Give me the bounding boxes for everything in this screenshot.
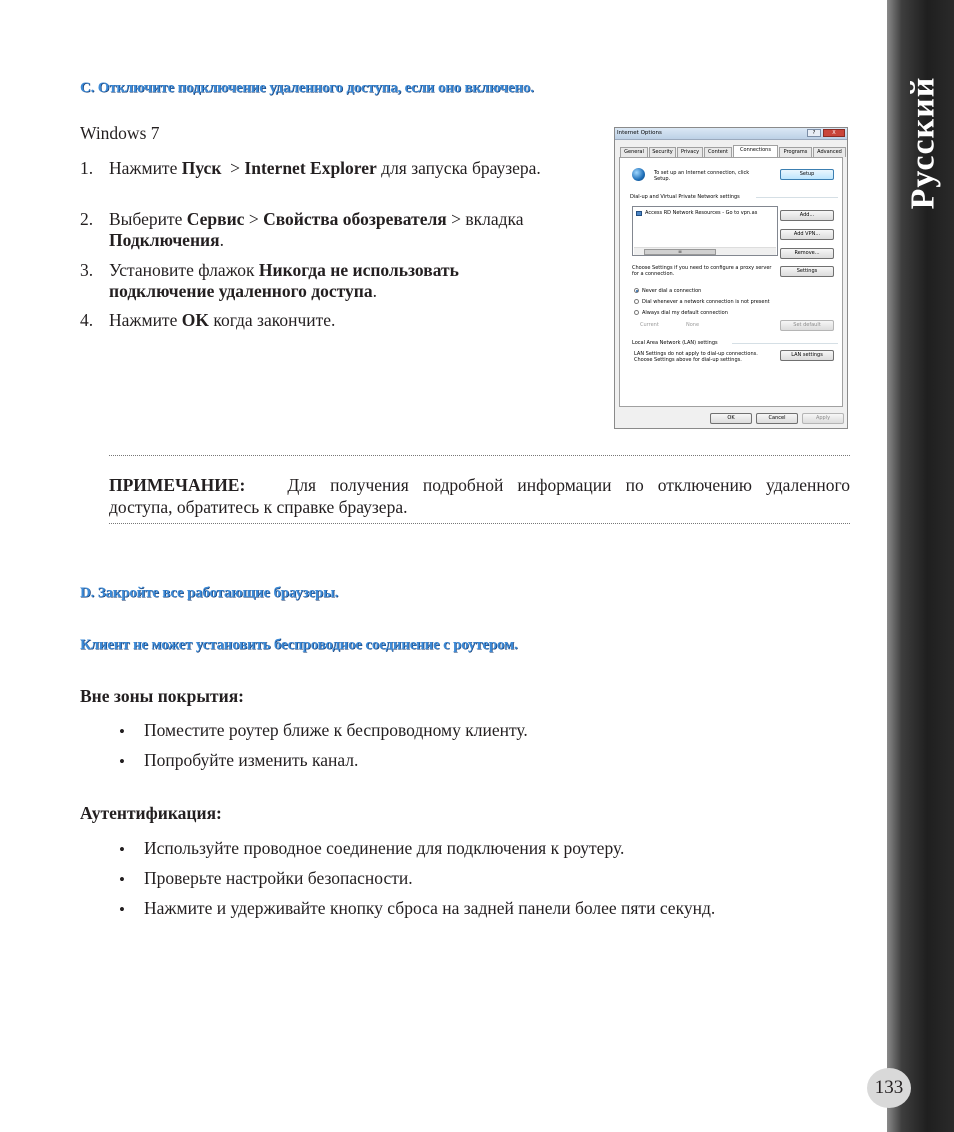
step-text: > xyxy=(221,158,245,178)
step-text: Установите флажок xyxy=(109,260,259,280)
note xyxy=(109,474,850,518)
out-of-range-title: Вне зоны покрытия: xyxy=(80,686,244,706)
bullet-item: Попробуйте изменить канал. xyxy=(144,750,359,770)
step-number: 2. xyxy=(80,209,94,229)
dialog-title: Internet Options xyxy=(617,130,662,136)
horizontal-scrollbar[interactable] xyxy=(634,247,776,255)
proxy-text: Choose Settings if you need to configure a proxy server for a connection. xyxy=(632,265,772,277)
network-icon xyxy=(636,211,642,216)
bullet-mark: • xyxy=(119,722,125,741)
list-item[interactable]: Access RD Network Resources - Go to vpn.as xyxy=(645,210,758,216)
cancel-button[interactable]: Cancel xyxy=(756,413,798,424)
setup-button[interactable]: Setup xyxy=(780,169,834,180)
add-vpn-button[interactable]: Add VPN... xyxy=(780,229,834,240)
lan-group-label: Local Area Network (LAN) settings xyxy=(632,340,718,346)
note-label: ПРИМЕЧАНИЕ: xyxy=(109,475,246,495)
step-text: > xyxy=(244,209,264,229)
globe-icon xyxy=(632,168,645,181)
step-bold: Пуск xyxy=(181,158,222,178)
step-4 xyxy=(109,310,549,331)
current-value: None xyxy=(686,322,700,328)
step-text: Нажмите xyxy=(109,310,182,330)
language-side-tab xyxy=(887,0,954,1132)
note-divider-top xyxy=(109,455,850,456)
dialup-group-label: Dial-up and Virtual Private Network settings xyxy=(630,194,740,200)
step-text: Выберите xyxy=(109,209,187,229)
step-text: когда закончите. xyxy=(208,310,336,330)
lan-text: LAN Settings do not apply to dial-up connections. Choose Settings above for dial-up settings. xyxy=(634,351,758,363)
step-number: 1. xyxy=(80,158,94,178)
section-c-heading: C. Отключите подключение удаленного доступа, если оно включено. xyxy=(80,80,534,96)
connections-list[interactable] xyxy=(632,206,778,256)
os-label: Windows 7 xyxy=(80,123,160,143)
step-3 xyxy=(109,260,549,302)
settings-button[interactable]: Settings xyxy=(780,266,834,277)
radio-whenever-label: Dial whenever a network connection is not present xyxy=(642,299,770,305)
group-divider xyxy=(732,343,838,344)
step-text: для запуска браузера. xyxy=(376,158,541,178)
radio-never-dial[interactable] xyxy=(634,288,639,293)
radio-dial-whenever[interactable] xyxy=(634,299,639,304)
ok-button[interactable]: OK xyxy=(710,413,752,424)
tab-advanced[interactable]: Advanced xyxy=(813,147,846,157)
page-number: 133 xyxy=(867,1068,911,1108)
step-text: > вкладка xyxy=(446,209,524,229)
bullet-item: Нажмите и удерживайте кнопку сброса на задней панели более пяти секунд. xyxy=(144,898,716,918)
step-bold: Свойства обозревателя xyxy=(263,209,447,229)
step-bold: Internet Explorer xyxy=(244,158,377,178)
group-divider xyxy=(756,197,838,198)
help-button[interactable]: ? xyxy=(807,129,821,137)
remove-button[interactable]: Remove... xyxy=(780,248,834,259)
radio-always-label: Always dial my default connection xyxy=(642,310,728,316)
bullet-mark: • xyxy=(119,900,125,919)
step-2 xyxy=(109,209,549,251)
radio-always-dial[interactable] xyxy=(634,310,639,315)
language-label: Русский xyxy=(904,76,941,210)
dialog-titlebar xyxy=(615,128,847,140)
step-text: . xyxy=(219,230,224,250)
tab-content[interactable]: Content xyxy=(704,147,732,157)
apply-button[interactable]: Apply xyxy=(802,413,844,424)
step-number: 4. xyxy=(80,310,94,330)
tab-security[interactable]: Security xyxy=(649,147,676,157)
step-text: . xyxy=(372,281,377,301)
step-bold: Никогда не использовать подключение удаленного доступа xyxy=(109,260,459,301)
close-button[interactable]: X xyxy=(823,129,845,137)
bullet-mark: • xyxy=(119,840,125,859)
setup-text: To set up an Internet connection, click Setup. xyxy=(654,170,750,182)
tab-privacy[interactable]: Privacy xyxy=(677,147,703,157)
bullet-mark: • xyxy=(119,752,125,771)
note-text: Для получения подробной информации по отключению удаленного доступа, обратитесь к справке браузера. xyxy=(109,475,850,517)
step-number: 3. xyxy=(80,260,94,280)
section-d-heading: D. Закройте все работающие браузеры. xyxy=(80,585,339,601)
tab-general[interactable]: General xyxy=(620,147,648,157)
wireless-heading: Клиент не может установить беспроводное соединение с роутером. xyxy=(80,637,518,653)
tab-programs[interactable]: Programs xyxy=(779,147,812,157)
step-bold: OK xyxy=(181,310,209,330)
scroll-thumb[interactable]: III xyxy=(644,249,716,255)
current-label: Current xyxy=(640,322,659,328)
bullet-item: Поместите роутер ближе к беспроводному клиенту. xyxy=(144,720,528,740)
note-divider-bottom xyxy=(109,523,850,524)
radio-never-label: Never dial a connection xyxy=(642,288,702,294)
bullet-item: Используйте проводное соединение для подключения к роутеру. xyxy=(144,838,625,858)
step-1 xyxy=(109,158,549,179)
step-bold: Сервис xyxy=(186,209,245,229)
bullet-mark: • xyxy=(119,870,125,889)
set-default-button[interactable]: Set default xyxy=(780,320,834,331)
lan-settings-button[interactable]: LAN settings xyxy=(780,350,834,361)
step-text: Нажмите xyxy=(109,158,182,178)
tab-connections[interactable]: Connections xyxy=(733,145,778,157)
auth-title: Аутентификация: xyxy=(80,803,222,823)
bullet-item: Проверьте настройки безопасности. xyxy=(144,868,413,888)
step-bold: Подключения xyxy=(109,230,220,250)
connections-panel xyxy=(619,157,843,407)
add-button[interactable]: Add... xyxy=(780,210,834,221)
internet-options-dialog xyxy=(614,127,848,429)
